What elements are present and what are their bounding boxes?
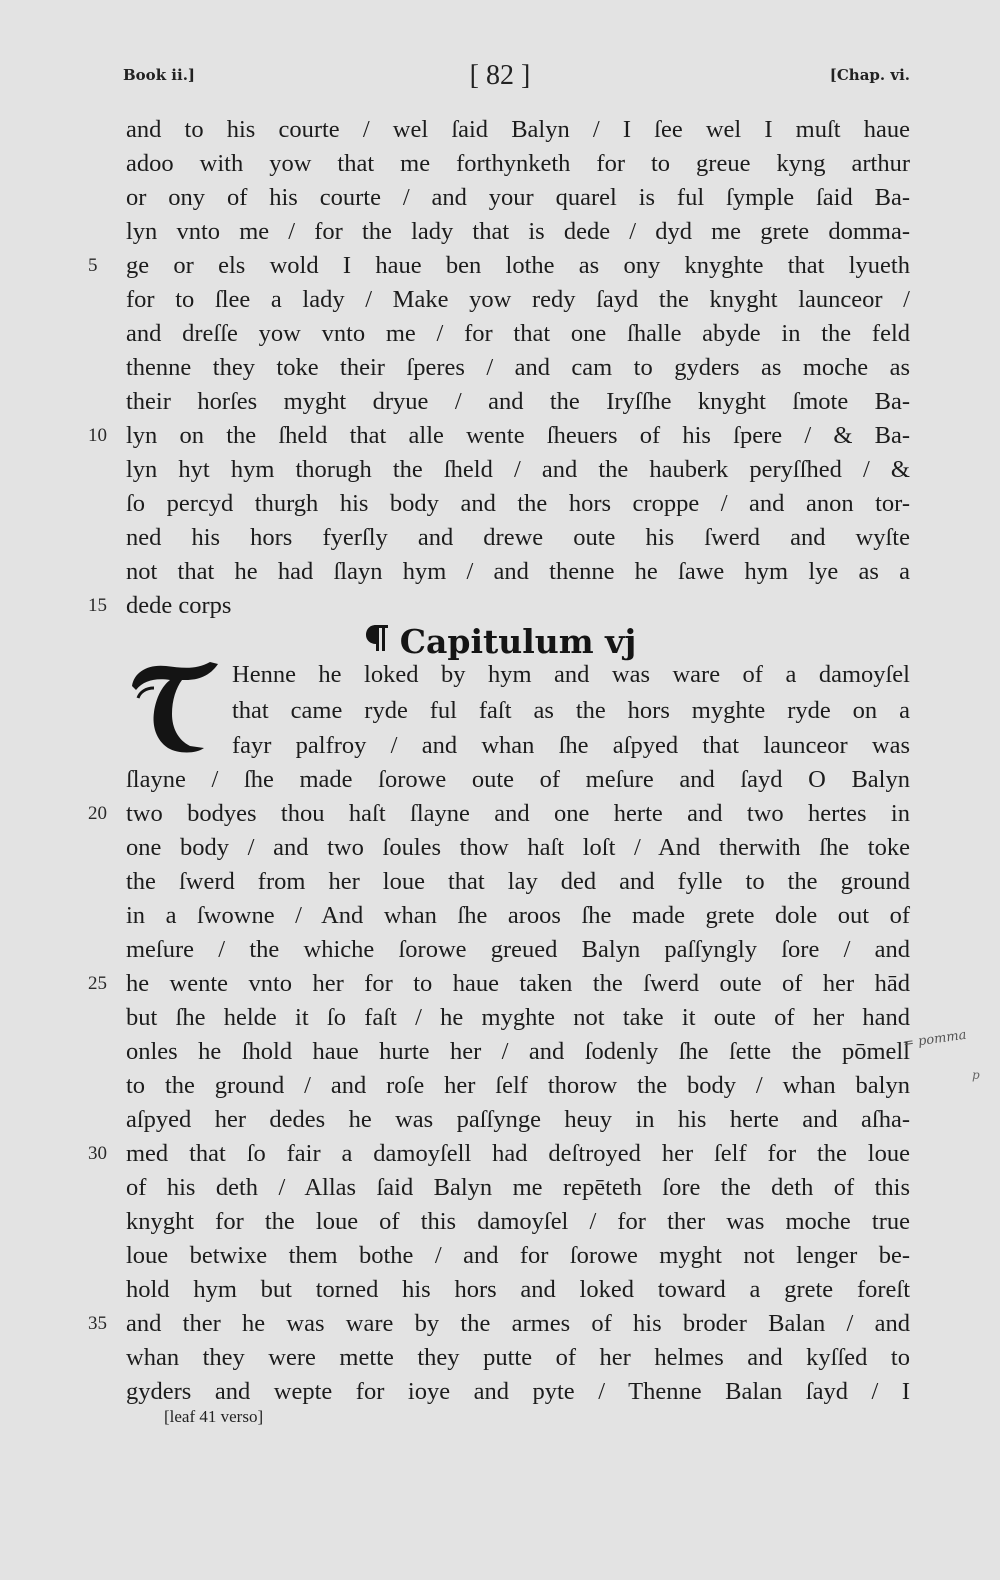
text-line: fayr palfroy / and whan ſhe aſpyed that launceor was xyxy=(232,732,910,759)
text-line: or ony of his courte / and your quarel is ful ſymple ſaid Ba- xyxy=(126,184,910,211)
text-line: that came ryde ful faſt as the hors myghte ryde on a xyxy=(232,697,910,724)
text-line: aſpyed her dedes he was paſſynge heuy in his herte and aſha- xyxy=(126,1106,910,1133)
text-line: and to his courte / wel ſaid Balyn / I ſee wel I muſt haue xyxy=(126,116,910,143)
text-line: the ſwerd from her loue that lay ded and fylle to the ground xyxy=(126,868,910,895)
text-line: but ſhe helde it ſo faſt / he myghte not take it oute of her hand xyxy=(126,1004,910,1031)
line-number: 10 xyxy=(88,425,107,446)
text-line: lyn hyt hym thorugh the ſheld / and the hauberk peryſſhed / & xyxy=(126,456,910,483)
line-number: 35 xyxy=(88,1313,107,1334)
text-line: and ther he was ware by the armes of his broder Balan / and xyxy=(126,1310,910,1337)
text-line: ned his hors fyerſly and drewe oute his ſwerd and wyſte xyxy=(126,524,910,551)
text-line: knyght for the loue of this damoyſel / for ther was moche true xyxy=(126,1208,910,1235)
text-line: gyders and wepte for ioye and pyte / Thenne Balan ſayd / I xyxy=(126,1378,910,1405)
text-line: he wente vnto her for to haue taken the ſwerd oute of her hād xyxy=(126,970,910,997)
text-line: of his deth / Allas ſaid Balyn me repēteth ſore the deth of this xyxy=(126,1174,910,1201)
text-line: one body / and two ſoules thow haſt loſt / And therwith ſhe toke xyxy=(126,834,910,861)
text-line: hold hym but torned his hors and loked toward a grete foreſt xyxy=(126,1276,910,1303)
handwritten-marginal-mark: p xyxy=(972,1068,980,1082)
drop-capital xyxy=(126,656,222,756)
text-line: for to ſlee a lady / Make yow redy ſayd the knyght launceor / xyxy=(126,286,910,313)
text-line: and dreſſe yow vnto me / for that one ſhalle abyde in the feld xyxy=(126,320,910,347)
line-number: 25 xyxy=(88,973,107,994)
running-head-book: Book ii.] xyxy=(123,66,196,84)
text-line: Henne he loked by hym and was ware of a damoyſel xyxy=(232,661,910,688)
running-head-chapter: [Chap. vi. xyxy=(829,66,910,84)
page-number: [ 82 ] xyxy=(469,60,531,91)
text-line: to the ground / and roſe her ſelf thorow the body / whan balyn xyxy=(126,1072,910,1099)
pilcrow-icon xyxy=(364,622,390,662)
line-number: 5 xyxy=(88,255,98,276)
line-number: 30 xyxy=(88,1143,107,1164)
text-line: two bodyes thou haſt ſlayne and one herte and two hertes in xyxy=(126,800,910,827)
text-line: med that ſo fair a damoyſell had deſtroyed her ſelf for the loue xyxy=(126,1140,910,1167)
text-line: lyn vnto me / for the lady that is dede / dyd me grete domma- xyxy=(126,218,910,245)
line-number: 20 xyxy=(88,803,107,824)
text-line: loue betwixe them bothe / and for ſorowe myght not lenger be- xyxy=(126,1242,910,1269)
text-line: ſlayne / ſhe made ſorowe oute of meſure and ſayd O Balyn xyxy=(126,766,910,793)
text-line: not that he had ſlayn hym / and thenne he ſawe hym lye as a xyxy=(126,558,910,585)
text-line: their horſes myght dryue / and the Iryſſhe knyght ſmote Ba- xyxy=(126,388,910,415)
text-line: thenne they toke their ſperes / and cam to gyders as moche as xyxy=(126,354,910,381)
line-number: 15 xyxy=(88,595,107,616)
leaf-reference: [leaf 41 verso] xyxy=(164,1407,264,1426)
text-line: lyn on the ſheld that alle wente ſheuers of his ſpere / & Ba- xyxy=(126,422,910,449)
text-line: meſure / the whiche ſorowe greued Balyn paſſyngly ſore / and xyxy=(126,936,910,963)
text-line: onles he ſhold haue hurte her / and ſodenly ſhe ſette the pōmell xyxy=(126,1038,910,1065)
chapter-title-text: Capitulum vj xyxy=(399,622,637,661)
text-line: dede corps xyxy=(126,592,232,619)
handwritten-marginal-note: = pomma xyxy=(902,1027,968,1052)
text-line: whan they were mette they putte of her helmes and kyſſed to xyxy=(126,1344,910,1371)
text-line: ſo percyd thurgh his body and the hors croppe / and anon tor- xyxy=(126,490,910,517)
text-line: adoo with yow that me forthynketh for to greue kyng arthur xyxy=(126,150,910,177)
text-line: ge or els wold I haue ben lothe as ony knyghte that lyueth xyxy=(126,252,910,279)
text-line: in a ſwowne / And whan ſhe aroos ſhe made grete dole out of xyxy=(126,902,910,929)
